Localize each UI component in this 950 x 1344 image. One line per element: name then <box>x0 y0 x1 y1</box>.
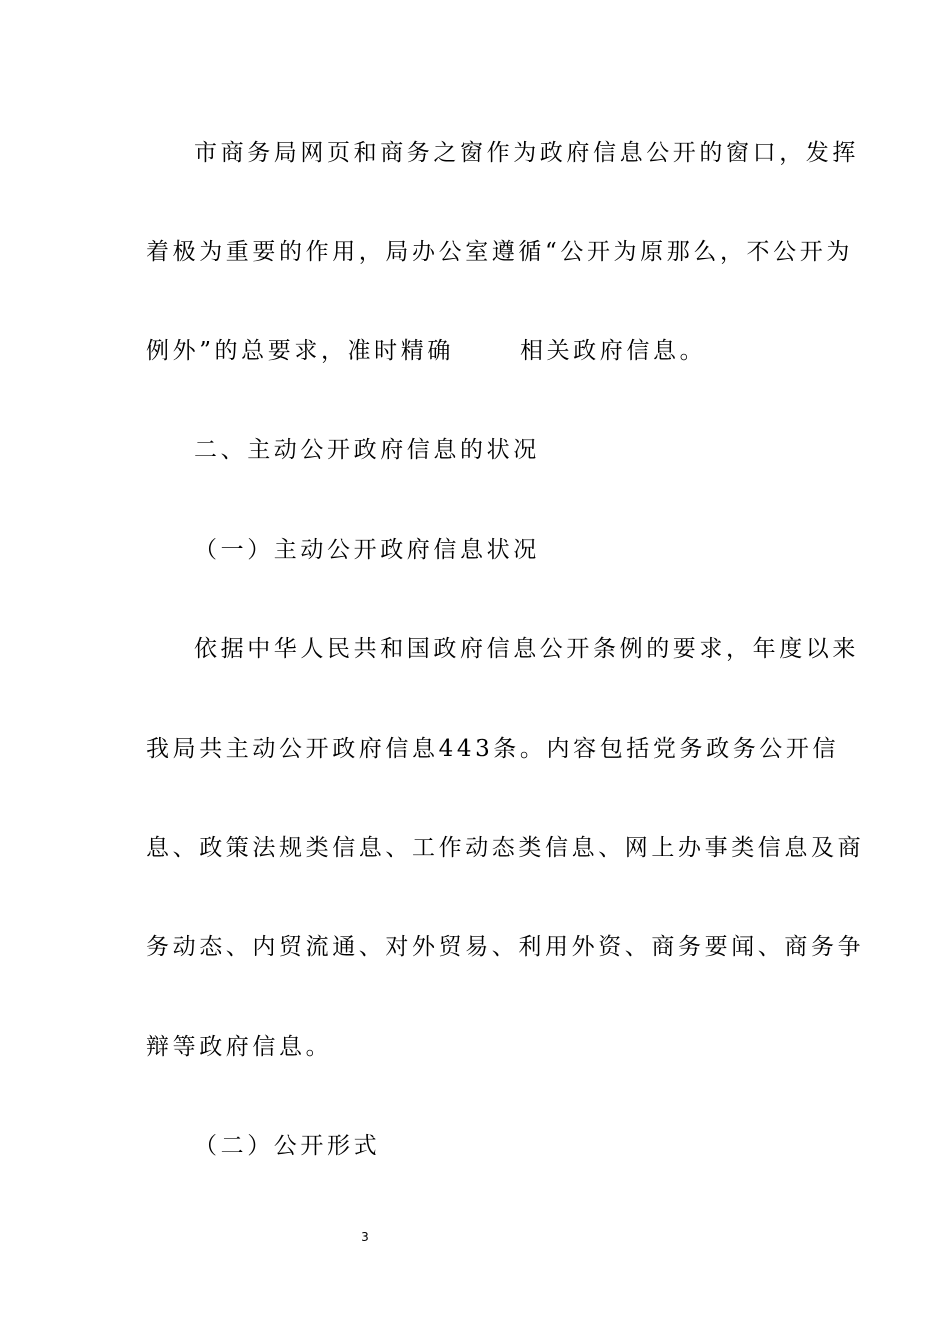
paragraph-line: 依据中华人民共和国政府信息公开条例的要求，年度以来 <box>194 636 859 662</box>
paragraph-line: 辩等政府信息。 <box>146 1034 333 1060</box>
paragraph-line: 息、政策法规类信息、工作动态类信息、网上办事类信息及商 <box>146 835 865 861</box>
paragraph-line: 着极为重要的作用，局办公室遵循“公开为原那么，不公开为 <box>146 239 853 265</box>
paragraph-text: 例外”的总要求，准时精确 <box>146 338 454 364</box>
paragraph-text: 相关政府信息。 <box>519 338 707 364</box>
paragraph-line: 我局共主动公开政府信息443条。内容包括党务政务公开信 <box>146 736 840 762</box>
subsection-heading: （一）主动公开政府信息状况 <box>194 537 540 563</box>
section-heading: 二、主动公开政府信息的状况 <box>194 437 540 463</box>
paragraph-line: 市商务局网页和商务之窗作为政府信息公开的窗口，发挥 <box>194 140 859 166</box>
page-number: 3 <box>361 1230 369 1244</box>
paragraph-line <box>146 336 806 366</box>
paragraph-line: 务动态、内贸流通、对外贸易、利用外资、商务要闻、商务争 <box>146 934 865 960</box>
subsection-heading: （二）公开形式 <box>194 1133 381 1159</box>
